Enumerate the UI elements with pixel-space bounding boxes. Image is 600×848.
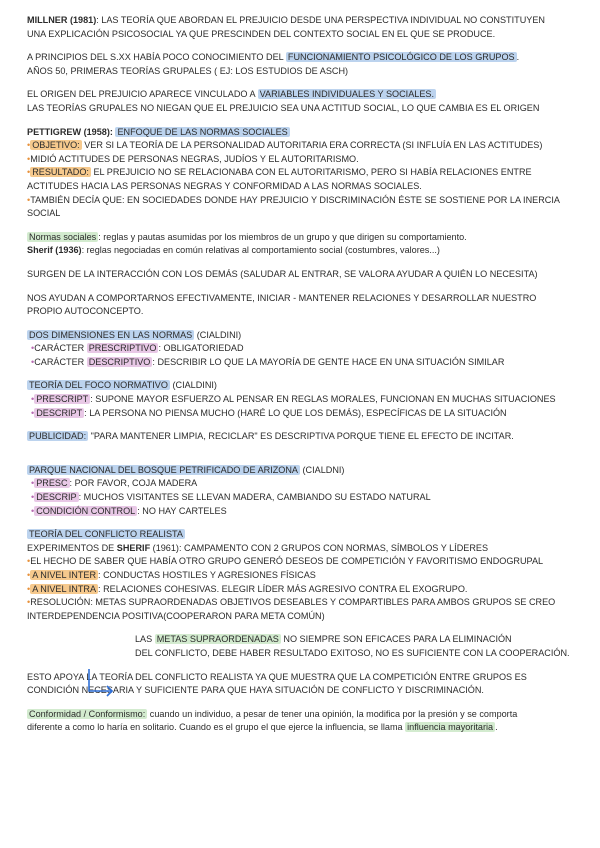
text-line: SOCIAL [27, 208, 61, 219]
bullet-descriptivo: •CARÁCTER DESCRIPTIVO : DESCRIBIR LO QUE LA MAYORÍA DE GENTE HACE EN UNA SITUACIÓN SIMILAR [31, 356, 505, 367]
line-early-knowledge: A PRINCIPIOS DEL S.XX HABÍA POCO CONOCIMIENTO DEL FUNCIONAMIENTO PSICOLÓGICO DE LOS GRUPOS . [27, 52, 520, 63]
definition-conformidad: Conformidad / Conformismo: cuando un individuo, a pesar de tener una opinión, la modifica por la presión y se comporta [29, 708, 518, 719]
arrow-down-right-icon [86, 667, 116, 697]
highlight-blue: FUNCIONAMIENTO PSICOLÓGICO DE LOS GRUPOS [287, 52, 515, 63]
bullet-line: •MIDIÓ ACTITUDES DE PERSONAS NEGRAS, JUDÍOS Y EL AUTORITARISMO. [27, 153, 359, 164]
highlight-pink: PRESCRIPT [36, 394, 89, 405]
bullet-presc: • PRESC : POR FAVOR, COJA MADERA [31, 478, 198, 489]
line-publicidad: PUBLICIDAD: "PARA MANTENER LIMPIA, RECICLAR" ES DESCRIPTIVA PORQUE TIENE EL EFECTO DE INCITAR. [29, 431, 514, 442]
highlight-orange: OBJETIVO: [32, 140, 80, 151]
bullet-line: •EL HECHO DE SABER QUE HABÍA OTRO GRUPO GENERÓ DESEOS DE COMPETICIÓN Y FAVORITISMO ENDOGRUPAL [27, 556, 544, 567]
bullet-resolucion: •RESOLUCIÓN: METAS SUPRAORDENADAS OBJETIVOS DESEABLES Y COMPARTIBLES PARA AMBOS GRUPOS SE CREO [27, 597, 556, 608]
highlight-blue: DOS DIMENSIONES EN LAS NORMAS [29, 329, 193, 340]
heading-dos-dimensiones: DOS DIMENSIONES EN LAS NORMAS (CIALDINI) [29, 329, 242, 340]
heading-conflicto-realista [27, 528, 575, 542]
highlight-blue: TEORÍA DEL CONFLICTO REALISTA [29, 529, 183, 540]
bullet-intra: • A NIVEL INTRA : RELACIONES COHESIVAS. ELEGIR LÍDER MÁS AGRESIVO CONTRA EL EXOGRUPO. [27, 583, 468, 594]
heading-pettigrew: PETTIGREW (1958): ENFOQUE DE LAS NORMAS SOCIALES [27, 126, 288, 137]
highlight-orange: A NIVEL INTER [32, 570, 97, 580]
line-millner: MILLNER (1981): LAS TEORÍA QUE ABORDAN EL PREJUICIO DESDE UNA PERSPECTIVA INDIVIDUAL NO CONSTITUYEN [27, 15, 545, 25]
highlight-green: Normas sociales [29, 231, 97, 242]
line-sherif-experiment: EXPERIMENTOS DE SHERIF (1961): CAMPAMENTO CON 2 GRUPOS CON NORMAS, SÍMBOLOS Y LÍDERES [27, 542, 489, 553]
highlight-pink: PRESC [36, 478, 68, 489]
highlight-blue: PUBLICIDAD: [29, 431, 87, 442]
text-line: UNA EXPLICACIÓN PSICOSOCIAL YA QUE PRESCINDEN DEL CONTEXTO SOCIAL EN EL QUE SE PRODUCE. [27, 28, 496, 39]
highlight-blue: VARIABLES INDIVIDUALES Y SOCIALES. [259, 89, 434, 100]
definition-sherif: Sherif (1936): reglas negociadas en común relativas al comportamiento social (costumbres, valores...) [27, 245, 440, 256]
highlight-pink: CONDICIÓN CONTROL [36, 505, 136, 516]
highlight-pink: DESCRIPT [36, 407, 83, 418]
line-origin: EL ORIGEN DEL PREJUICIO APARECE VINCULADO A VARIABLES INDIVIDUALES Y SOCIALES. [27, 89, 434, 100]
text-line: PROPIO AUTOCONCEPTO. [27, 306, 144, 317]
highlight-pink: DESCRIPTIVO [88, 356, 151, 367]
bullet-inter: • A NIVEL INTER : CONDUCTAS HOSTILES Y AGRESIONES FÍSICAS [27, 570, 316, 580]
definition-normas: Normas sociales : reglas y pautas asumidas por los miembros de un grupo y que dirigen su comportamiento. [29, 231, 467, 242]
bullet-prescript: • PRESCRIPT : SUPONE MAYOR ESFUERZO AL PENSAR EN REGLAS MORALES, FUNCIONAN EN MUCHAS SITUACIONES [31, 394, 556, 405]
line-metas-note: LAS METAS SUPRAORDENADAS NO SIEMPRE SON EFICACES PARA LA ELIMINACIÓN [135, 634, 512, 645]
highlight-blue: PARQUE NACIONAL DEL BOSQUE PETRIFICADO DE ARIZONA [29, 464, 298, 475]
text-line: AÑOS 50, PRIMERAS TEORÍAS GRUPALES ( EJ: LOS ESTUDIOS DE ASCH) [27, 65, 349, 76]
bullet-prescriptivo: •CARÁCTER PRESCRIPTIVO : OBLIGATORIEDAD [31, 343, 244, 354]
highlight-blue: TEORÍA DEL FOCO NORMATIVO [29, 380, 168, 391]
bullet-resultado: • RESULTADO: EL PREJUICIO NO SE RELACIONABA CON EL AUTORITARISMO, PERO SI HABÍA RELACIONES ENTRE [27, 167, 532, 178]
text-line: NOS AYUDAN A COMPORTARNOS EFECTIVAMENTE, INICIAR - MANTENER RELACIONES Y DESARROLLAR NUESTRO [27, 292, 537, 303]
heading-parque-arizona: PARQUE NACIONAL DEL BOSQUE PETRIFICADO DE ARIZONA (CIALDNI) [29, 464, 345, 475]
bullet-descript: • DESCRIPT : LA PERSONA NO PIENSA MUCHO (HARÉ LO QUE LOS DEMÁS), ESPECÍFICAS DE LA SITUACIÓN [31, 407, 507, 418]
highlight-orange: A NIVEL INTRA [32, 583, 97, 594]
highlight-green: influencia mayoritaria [407, 722, 494, 733]
text-line: ESTO APOYA LA TEORÍA DEL CONFLICTO REALISTA YA QUE MUESTRA QUE LA COMPETICIÓN ENTRE GRUPOS ES [27, 671, 527, 682]
text-line: ACTITUDES HACIA LAS PERSONAS NEGRAS Y CONFORMIDAD A LAS NORMAS SOCIALES. [27, 180, 422, 191]
highlight-orange: RESULTADO: [32, 167, 89, 178]
highlight-pink: PRESCRIPTIVO [88, 343, 157, 354]
heading-foco-normativo: TEORÍA DEL FOCO NORMATIVO (CIALDINI) [29, 380, 217, 391]
line-influencia: diferente a como lo haría en solitario. Cuando es el grupo el que ejerce la influencia, se llama influencia mayoritaria . [27, 722, 498, 733]
highlight-blue: ENFOQUE DE LAS NORMAS SOCIALES [117, 126, 288, 137]
notes-page [27, 14, 575, 735]
text-line: INTERDEPENDENCIA POSITIVA(COOPERARON PARA META COMÚN) [27, 610, 325, 621]
text-line: LAS TEORÍAS GRUPALES NO NIEGAN QUE EL PREJUICIO SEA UNA ACTITUD SOCIAL, LO QUE CAMBIA ES EL ORIGEN [27, 102, 540, 113]
bullet-control: • CONDICIÓN CONTROL : NO HAY CARTELES [31, 505, 227, 516]
text-line: SURGEN DE LA INTERACCIÓN CON LOS DEMÁS (SALUDAR AL ENTRAR, SE VALORA AYUDAR A QUIÉN LO NECESITA) [27, 268, 538, 279]
highlight-green: METAS SUPRAORDENADAS [156, 634, 279, 645]
highlight-green: Conformidad / Conformismo: [29, 708, 146, 719]
bullet-line: •TAMBIÉN DECÍA QUE: EN SOCIEDADES DONDE HAY PREJUICIO Y DISCRIMINACIÓN ÉSTE SE SOSTIENE POR LA INERCIA [27, 194, 560, 205]
text-line: DEL CONFLICTO, DEBE HABER RESULTADO EXITOSO, NO ES SUFICIENTE CON LA COOPERACIÓN. [135, 647, 570, 658]
highlight-pink: DESCRIP [36, 492, 77, 503]
bullet-objetivo: • OBJETIVO: VER SI LA TEORÍA DE LA PERSONALIDAD AUTORITARIA ERA CORRECTA (SI INFLUÍA EN LAS ACTITUDES) [27, 140, 543, 151]
bullet-descrip: • DESCRIP : MUCHOS VISITANTES SE LLEVAN MADERA, CAMBIANDO SU ESTADO NATURAL [31, 492, 431, 503]
text-line: CONDICIÓN NECESARIA Y SUFICIENTE PARA QUE HAYA SITUACIÓN DE CONFLICTO Y DISCRIMINACIÓN. [27, 685, 484, 696]
